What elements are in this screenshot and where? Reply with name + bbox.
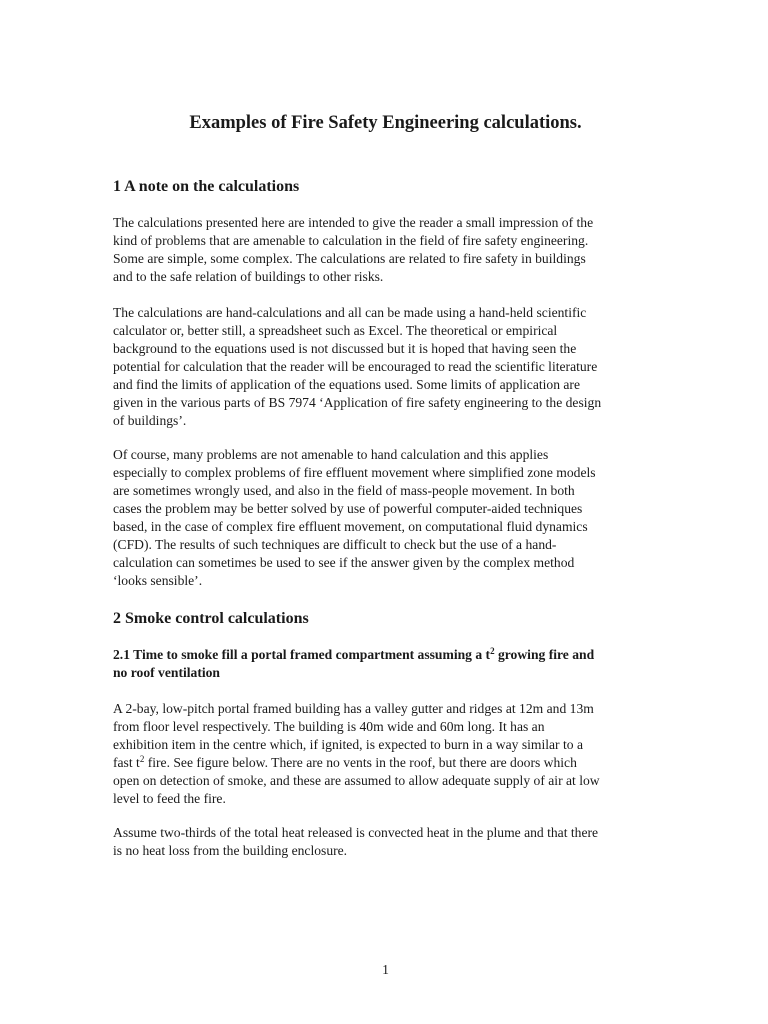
text-line: kind of problems that are amenable to calculation in the field of fire safety engineering.: [113, 233, 589, 248]
text-line: open on detection of smoke, and these are assumed to allow adequate supply of air at low: [113, 773, 600, 788]
superscript: 2: [139, 754, 145, 764]
text-line: Some are simple, some complex. The calculations are related to fire safety in buildings: [113, 251, 586, 266]
text-line: given in the various parts of BS 7974 ‘Application of fire safety engineering to the design: [113, 395, 602, 410]
text-line: The calculations are hand-calculations and all can be made using a hand-held scientific: [113, 305, 587, 320]
text-line: calculation can sometimes be used to see if the answer given by the complex method: [113, 555, 575, 570]
section-1-heading: 1 A note on the calculations: [113, 178, 300, 195]
subsection-heading-line-1: [113, 646, 658, 664]
text-segment: fire. See figure below. There are no vents in the roof, but there are doors which: [144, 755, 577, 770]
text-line: are sometimes wrongly used, and also in the field of mass-people movement. In both: [113, 483, 575, 498]
text-line: Of course, many problems are not amenable to hand calculation and this applies: [113, 447, 549, 462]
section-1-paragraph-2: [113, 304, 658, 430]
section-2-paragraph-2: [113, 824, 658, 860]
section-1-paragraph-1: [113, 214, 658, 286]
text-line: especially to complex problems of fire effluent movement where simplified zone models: [113, 465, 596, 480]
text-line: (CFD). The results of such techniques are difficult to check but the use of a hand-: [113, 537, 557, 552]
text-line: potential for calculation that the reader will be encouraged to read the scientific literature: [113, 359, 598, 374]
section-2-paragraph-1: [113, 700, 658, 808]
document-title: Examples of Fire Safety Engineering calculations.: [189, 113, 582, 133]
text-line: cases the problem may be better solved by use of powerful computer-aided techniques: [113, 501, 583, 516]
text-line: Assume two-thirds of the total heat released is convected heat in the plume and that there: [113, 825, 599, 840]
heading-text: growing fire and: [494, 647, 595, 662]
section-2-heading: 2 Smoke control calculations: [113, 610, 309, 627]
text-line: of buildings’.: [113, 413, 187, 428]
text-line: ‘looks sensible’.: [113, 573, 203, 588]
page-number: 1: [382, 962, 389, 977]
text-line: based, in the case of complex fire effluent movement, on computational fluid dynamics: [113, 519, 588, 534]
superscript: 2: [490, 646, 495, 656]
text-line: [113, 754, 658, 772]
text-line: level to feed the fire.: [113, 791, 226, 806]
text-line: is no heat loss from the building enclosure.: [113, 843, 348, 858]
subsection-2-1-heading: [113, 646, 658, 682]
text-line: and to the safe relation of buildings to other risks.: [113, 269, 384, 284]
text-line: from floor level respectively. The building is 40m wide and 60m long. It has an: [113, 719, 545, 734]
text-line: calculator or, better still, a spreadsheet such as Excel. The theoretical or empirical: [113, 323, 558, 338]
text-line: exhibition item in the centre which, if ignited, is expected to burn in a way similar to a: [113, 737, 583, 752]
text-line: background to the equations used is not discussed but it is hoped that having seen the: [113, 341, 577, 356]
heading-text: 2.1 Time to smoke fill a portal framed compartment assuming a t: [113, 647, 491, 662]
text-line: and find the limits of application of the equations used. Some limits of application are: [113, 377, 580, 392]
text-line: The calculations presented here are intended to give the reader a small impression of the: [113, 215, 594, 230]
text-segment: fast t: [113, 755, 140, 770]
section-1-paragraph-3: [113, 446, 658, 590]
subsection-heading-line-2: no roof ventilation: [113, 665, 220, 680]
text-line: A 2-bay, low-pitch portal framed building has a valley gutter and ridges at 12m and 13m: [113, 701, 594, 716]
